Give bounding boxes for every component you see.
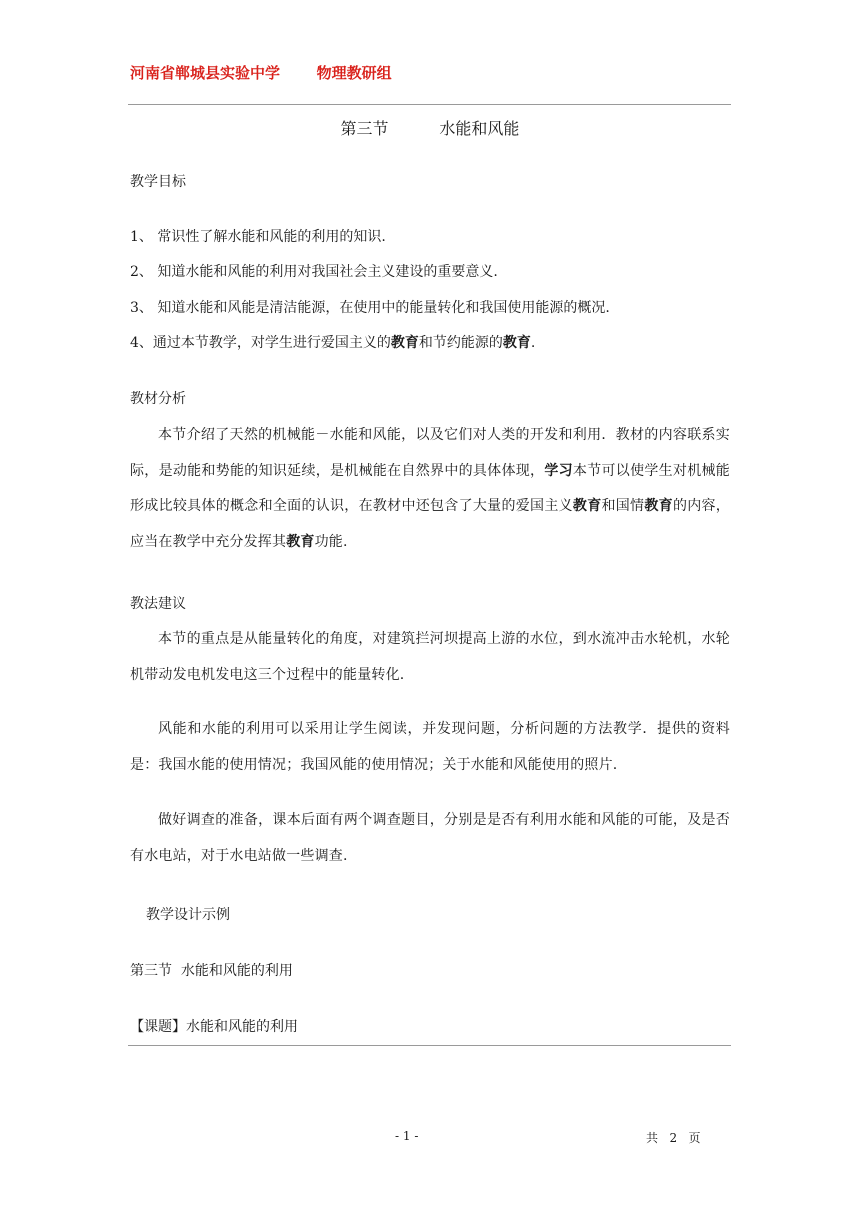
footer-rule [128,1045,731,1046]
goal-item-2: 2、 知道水能和风能的利用对我国社会主义建设的重要意义. [130,264,498,280]
header-school: 河南省郸城县实验中学 [130,64,281,82]
analysis-paragraph: 本节介绍了天然的机械能－水能和风能，以及它们对人类的开发和利用．教材的内容联系实际，是动能和势能的知识延续，是机械能在自然界中的具体体现，学习本节可以使学生对机械能形成比较具体的概念和全面的认识，在教材中还包含了大量的爱国主义教育和国情教育的内容，应当在教学中充分发挥其教育功能. [130,427,730,550]
advice-paragraph-3: 做好调查的准备，课本后面有两个调查题目，分别是是否有利用水能和风能的可能，及是否有水电站，对于水电站做一些调查. [130,812,730,864]
advice-paragraph-1: 本节的重点是从能量转化的角度，对建筑拦河坝提高上游的水位，到水流冲击水轮机，水轮机带动发电机发电这三个过程中的能量转化. [130,631,730,683]
title-section: 第三节 [340,119,389,138]
title-name: 水能和风能 [439,119,520,138]
analysis-heading: 教材分析 [130,391,186,407]
page-total: 共 2 页 [646,1131,701,1145]
advice-paragraph-2: 风能和水能的利用可以采用让学生阅读，并发现问题，分析问题的方法教学．提供的资料是：我国水能的使用情况；我国风能的使用情况；关于水能和风能使用的照片. [130,721,730,773]
page-header [130,62,392,83]
design-heading: 教学设计示例 [146,907,230,923]
header-rule [128,104,731,105]
page-number: - 1 - [395,1129,419,1143]
design-topic-line: 【课题】水能和风能的利用 [130,1019,298,1035]
goal-item-4: 4、通过本节教学，对学生进行爱国主义的教育和节约能源的教育. [130,335,536,351]
advice-heading: 教法建议 [130,596,186,612]
goal-item-3: 3、 知道水能和风能是清洁能源，在使用中的能量转化和我国使用能源的概况. [130,300,610,316]
goal-item-1: 1、 常识性了解水能和风能的利用的知识. [130,229,386,245]
header-group: 物理教研组 [316,64,392,82]
goals-heading: 教学目标 [130,174,186,190]
design-section-line: 第三节 水能和风能的利用 [130,963,293,979]
page-title [0,116,860,139]
